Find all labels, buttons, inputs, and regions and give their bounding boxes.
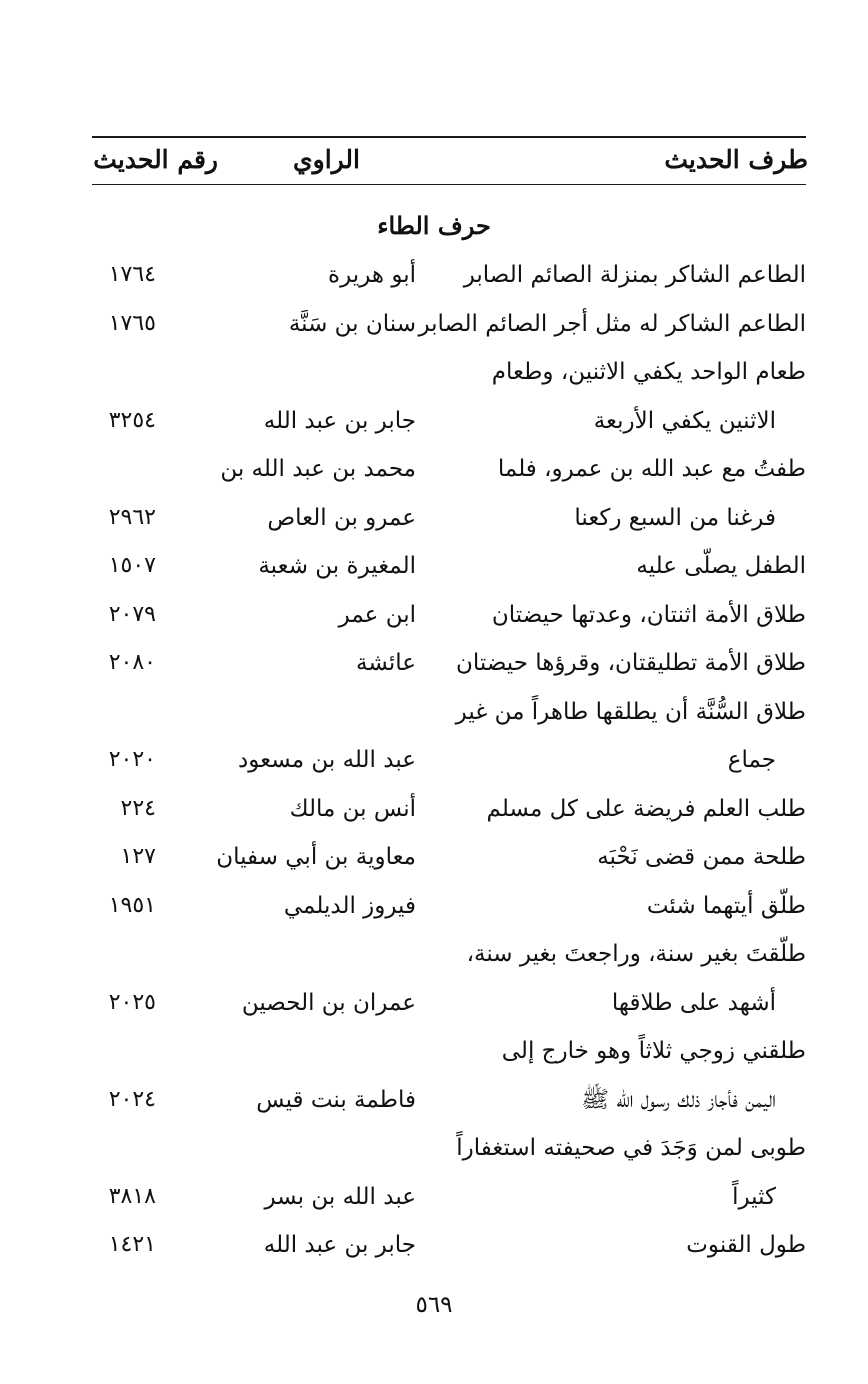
hadith-text: طلاق الأمة اثنتان، وعدتها حيضتان [491, 601, 806, 628]
section-title: حرف الطاء [377, 211, 491, 240]
table-row [0, 349, 868, 398]
hadith-number: ١٢٧ [120, 844, 156, 869]
table-row [0, 301, 868, 350]
table-row [0, 931, 868, 980]
narrator-name: أبو هريرة [328, 262, 416, 288]
hadith-text: فرغنا من السبع ركعنا [574, 504, 776, 531]
hadith-number: ٢٠٨٠ [108, 650, 156, 675]
table-row [0, 398, 868, 447]
hadith-number: ٢٠٢٤ [108, 1086, 156, 1112]
hadith-text: طعام الواحد يكفي الاثنين، وطعام [491, 359, 806, 385]
hadith-number: ٢٠٧٩ [108, 601, 156, 627]
hadith-text: أشهد على طلاقها [611, 989, 776, 1016]
narrator-name: فاطمة بنت قيس [256, 1086, 416, 1113]
table-row [0, 1174, 868, 1223]
header-top-rule [92, 136, 806, 138]
hadith-number: ١٥٠٧ [108, 553, 156, 578]
table-row [0, 1028, 868, 1077]
hadith-text: طلّق أيتهما شئت [646, 892, 806, 919]
hadith-number: ١٤٢١ [108, 1232, 156, 1257]
hadith-number: ٣٨١٨ [108, 1183, 156, 1209]
hadith-text: طلحة ممن قضى نَحْبَه [597, 844, 806, 870]
hadith-text: اليمن فأجاز ذلك رسول الله ﷺ [581, 1086, 776, 1113]
hadith-text: الطاعم الشاكر له مثل أجر الصائم الصابر [418, 310, 806, 337]
hadith-text: الطاعم الشاكر بمنزلة الصائم الصابر [463, 262, 806, 288]
hadith-text: الاثنين يكفي الأربعة [593, 407, 776, 434]
hadith-text: طلقني زوجي ثلاثاً وهو خارج إلى [501, 1038, 806, 1064]
table-row [0, 543, 868, 592]
hadith-number: ٢٢٤ [120, 795, 156, 821]
table-row [0, 640, 868, 689]
hadith-number: ٢٠٢٥ [108, 989, 156, 1015]
hadith-text: طلّقتَ بغير سنة، وراجعتَ بغير سنة، [466, 941, 806, 967]
table-row [0, 495, 868, 544]
table-row [0, 446, 868, 495]
column-header-number: رقم الحديث [93, 145, 218, 174]
narrator-name: معاوية بن أبي سفيان [216, 844, 416, 870]
table-row [0, 883, 868, 932]
hadith-number: ١٩٥١ [108, 892, 156, 918]
narrator-name: جابر بن عبد الله [263, 1232, 416, 1258]
narrator-name: عائشة [356, 650, 416, 676]
narrator-name: عبد الله بن بسر [264, 1183, 416, 1210]
narrator-name: عمران بن الحصين [241, 989, 416, 1016]
narrator-name: أنس بن مالك [289, 795, 416, 822]
narrator-name: المغيرة بن شعبة [258, 553, 416, 579]
hadith-text: طلاق الأمة تطليقتان، وقرؤها حيضتان [456, 650, 806, 676]
hadith-text: طوبى لمن وَجَدَ في صحيفته استغفاراً [456, 1135, 806, 1161]
narrator-name: عبد الله بن مسعود [238, 747, 416, 773]
narrator-name: فيروز الديلمي [283, 892, 416, 919]
hadith-number: ٢٩٦٢ [108, 504, 156, 530]
header-bottom-rule [92, 184, 806, 185]
hadith-text: الطفل يصلّى عليه [636, 553, 806, 579]
table-row [0, 592, 868, 641]
page-number: ٥٦٩ [415, 1292, 453, 1318]
column-header-narrator: الراوي [293, 145, 360, 174]
column-header-hadith: طرف الحديث [664, 145, 808, 174]
table-row [0, 689, 868, 738]
table-row [0, 786, 868, 835]
hadith-number: ١٧٦٤ [108, 262, 156, 287]
table-row [0, 1222, 868, 1271]
narrator-name: جابر بن عبد الله [263, 407, 416, 434]
hadith-text: كثيراً [732, 1183, 776, 1210]
narrator-name: محمد بن عبد الله بن [220, 456, 416, 482]
hadith-index-table [0, 252, 868, 1271]
hadith-number: ١٧٦٥ [108, 310, 156, 336]
hadith-text: طلاق السُّنَّة أن يطلقها طاهراً من غير [455, 698, 806, 725]
hadith-number: ٣٢٥٤ [108, 407, 156, 433]
table-row [0, 737, 868, 786]
table-row [0, 980, 868, 1029]
hadith-number: ٢٠٢٠ [108, 747, 156, 772]
narrator-name: سنان بن سَنَّة [288, 310, 416, 337]
hadith-text: طفتُ مع عبد الله بن عمرو، فلما [497, 456, 806, 482]
table-row [0, 1125, 868, 1174]
table-row [0, 834, 868, 883]
narrator-name: ابن عمر [338, 601, 416, 628]
hadith-text: جماع [727, 747, 776, 773]
narrator-name: عمرو بن العاص [267, 504, 416, 531]
table-row [0, 252, 868, 301]
hadith-text: طلب العلم فريضة على كل مسلم [486, 795, 806, 822]
hadith-text: طول القنوت [686, 1232, 806, 1258]
table-row [0, 1077, 868, 1126]
